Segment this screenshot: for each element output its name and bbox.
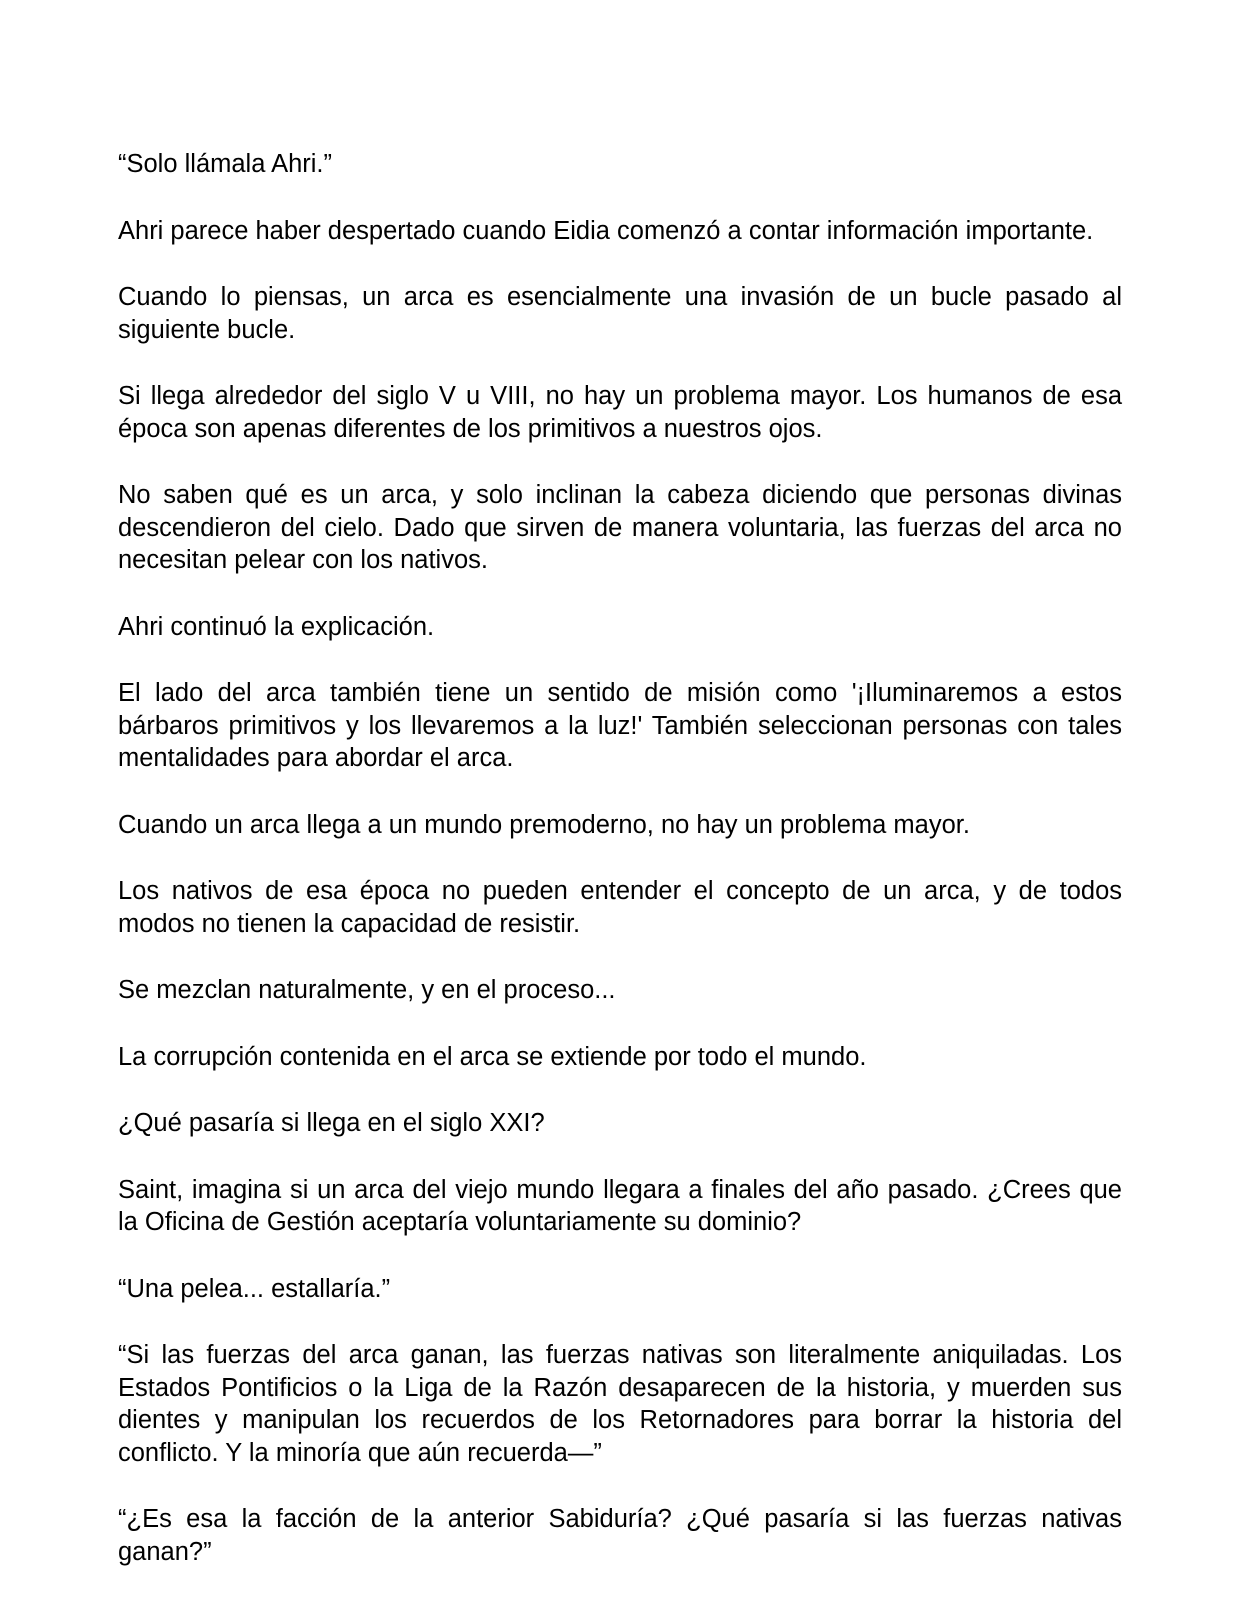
paragraph: Se mezclan naturalmente, y en el proceso...	[118, 976, 616, 1004]
paragraph: Cuando lo piensas, un arca es esencialmente una invasión de un bucle pasado al siguiente bucle.	[118, 283, 1122, 344]
paragraph: Si llega alrededor del siglo V u VIII, no hay un problema mayor. Los humanos de esa época son apenas diferentes de los primitivos a nuestros ojos.	[118, 382, 1122, 443]
paragraph: Cuando un arca llega a un mundo premoderno, no hay un problema mayor.	[118, 810, 970, 839]
paragraph: La corrupción contenida en el arca se extiende por todo el mundo.	[118, 1042, 867, 1071]
paragraph: Ahri parece haber despertado cuando Eidia comenzó a contar información importante.	[118, 216, 1094, 245]
paragraph: ¿Qué pasaría si llega en el siglo XXI?	[118, 1109, 545, 1137]
paragraph: “Si las fuerzas del arca ganan, las fuerzas nativas son literalmente aniquiladas. Los Estados Pontificios o la Liga de la Razón desaparecen de la historia, y muerden sus dientes y manipulan los recuerdos de los Retornadores para borrar la historia del conflicto. Y la minoría que aún recuerda—”	[118, 1341, 1122, 1467]
paragraph: Saint, imagina si un arca del viejo mundo llegara a finales del año pasado. ¿Crees que la Oficina de Gestión aceptaría voluntariamente su dominio?	[118, 1175, 1122, 1236]
paragraph: El lado del arca también tiene un sentido de misión como '¡Iluminaremos a estos bárbaros primitivos y los llevaremos a la luz!' También seleccionan personas con tales mentalidades para abordar el arca.	[118, 679, 1122, 772]
paragraph: “Una pelea... estallaría.”	[118, 1274, 391, 1303]
paragraph: “¿Es esa la facción de la anterior Sabiduría? ¿Qué pasaría si las fuerzas nativas ganan?”	[118, 1505, 1122, 1566]
paragraph: “Solo llámala Ahri.”	[118, 150, 332, 178]
paragraph: Ahri continuó la explicación.	[118, 612, 435, 641]
document-body	[118, 148, 1122, 1568]
paragraph: Los nativos de esa época no pueden entender el concepto de un arca, y de todos modos no tienen la capacidad de resistir.	[118, 877, 1122, 938]
paragraph: No saben qué es un arca, y solo inclinan la cabeza diciendo que personas divinas descendieron del cielo. Dado que sirven de manera voluntaria, las fuerzas del arca no necesitan pelear con los nativos.	[118, 481, 1122, 574]
